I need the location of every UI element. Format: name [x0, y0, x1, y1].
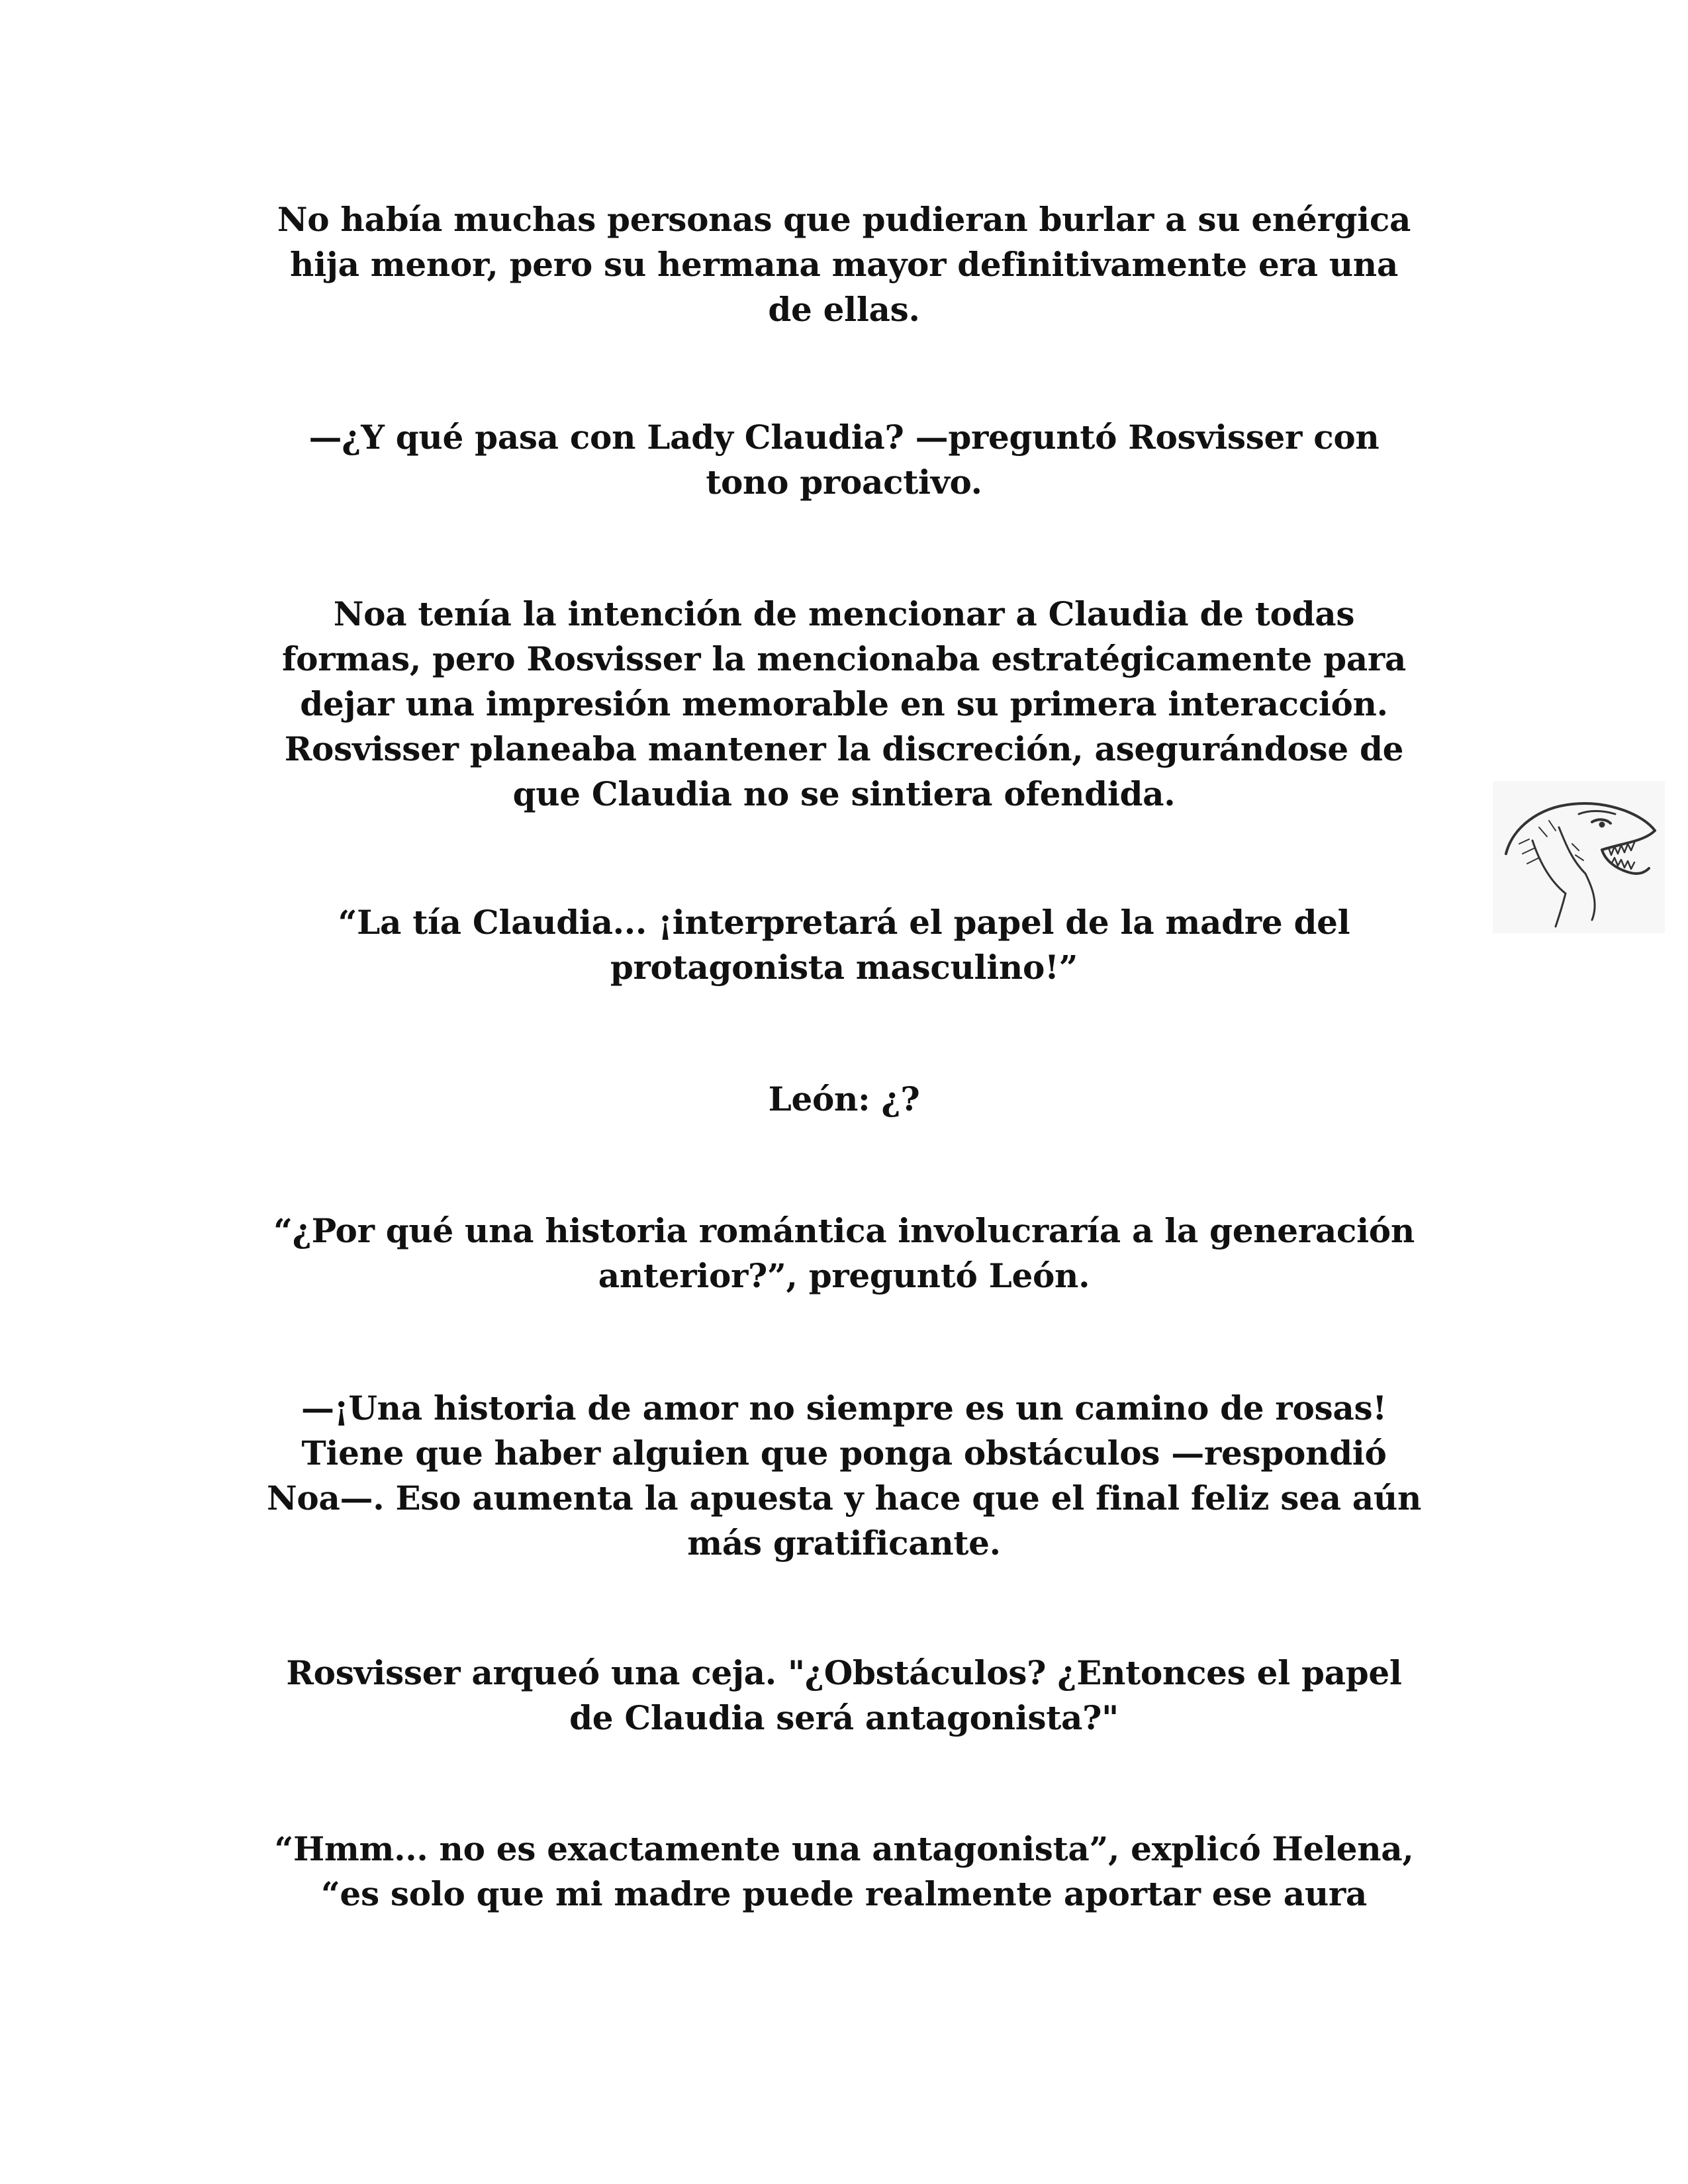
text-line: que Claudia no se sintiera ofendida.: [512, 774, 1176, 813]
paragraph-8: [225, 1651, 1463, 1741]
paragraph-2: [225, 415, 1463, 505]
text-line: dejar una impresión memorable en su primera interacción.: [300, 684, 1388, 723]
paragraph-1: [225, 197, 1463, 332]
text-line: hija menor, pero su hermana mayor definitivamente era una: [290, 245, 1398, 284]
text-line: Noa tenía la intención de mencionar a Claudia de todas: [333, 594, 1355, 633]
text-line: formas, pero Rosvisser la mencionaba estratégicamente para: [281, 639, 1407, 678]
text-line: Rosvisser arqueó una ceja. "¿Obstáculos? ¿Entonces el papel: [286, 1653, 1402, 1692]
paragraph-9: [225, 1827, 1463, 1917]
text-line: Tiene que haber alguien que ponga obstáculos —respondió: [301, 1433, 1387, 1473]
text-line: —¿Y qué pasa con Lady Claudia? —preguntó Rosvisser con: [308, 418, 1380, 457]
text-line: Rosvisser planeaba mantener la discreción, asegurándose de: [284, 729, 1404, 768]
text-line: “¿Por qué una historia romántica involucraría a la generación: [273, 1211, 1415, 1250]
text-line: No había muchas personas que pudieran burlar a su enérgica: [277, 200, 1411, 239]
paragraph-7: [225, 1386, 1463, 1566]
text-line: “es solo que mi madre puede realmente aportar ese aura: [320, 1874, 1368, 1913]
dinosaur-head-sketch-icon: [1493, 781, 1665, 933]
paragraph-4: [225, 900, 1463, 990]
text-line: de Claudia será antagonista?": [569, 1698, 1119, 1737]
text-line: de ellas.: [768, 290, 920, 329]
text-line: más gratificante.: [687, 1524, 1001, 1563]
text-line: —¡Una historia de amor no siempre es un camino de rosas!: [301, 1388, 1387, 1428]
text-line: Noa—. Eso aumenta la apuesta y hace que el final feliz sea aún: [266, 1479, 1422, 1518]
paragraph-3: [225, 592, 1463, 817]
text-line: “La tía Claudia... ¡interpretará el papel de la madre del: [338, 903, 1350, 942]
text-line: tono proactivo.: [706, 463, 982, 502]
paragraph-5: [225, 1077, 1463, 1122]
text-line: anterior?”, preguntó León.: [598, 1256, 1090, 1295]
text-line: “Hmm... no es exactamente una antagonista”, explicó Helena,: [274, 1829, 1414, 1868]
text-line: León: ¿?: [768, 1079, 920, 1118]
paragraph-6: [225, 1208, 1463, 1298]
text-line: protagonista masculino!”: [610, 948, 1078, 987]
